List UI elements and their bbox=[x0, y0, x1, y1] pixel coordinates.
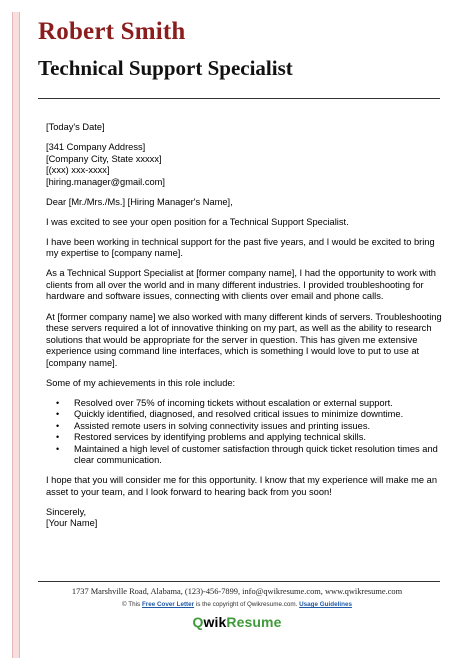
body-paragraph: At [former company name] we also worked with many different kinds of servers. Troubleshooting these servers required a lot of innovative thinking on my part, as well as the ability to research solutions that would be appropriate for the server in question. This has given me extensive experience using command line interfaces, which is something I would love to put to use at [company name]. bbox=[46, 311, 442, 368]
signoff-block bbox=[46, 507, 442, 530]
usage-guidelines-link[interactable]: Usage Guidelines bbox=[299, 601, 352, 608]
decorative-left-border bbox=[12, 12, 20, 658]
signature-name: [Your Name] bbox=[46, 518, 98, 529]
bullet-icon: • bbox=[56, 409, 60, 420]
bullet-icon: • bbox=[56, 397, 60, 408]
signoff: Sincerely, bbox=[46, 506, 87, 517]
logo-resume: Resume bbox=[226, 614, 282, 630]
header-divider bbox=[38, 98, 440, 99]
achievements-list bbox=[46, 398, 442, 467]
job-title: Technical Support Specialist bbox=[38, 56, 293, 80]
bullet-icon: • bbox=[56, 420, 60, 431]
address-line: [hiring.manager@gmail.com] bbox=[46, 176, 165, 187]
body-paragraph: I was excited to see your open position for a Technical Support Specialist. bbox=[46, 216, 349, 227]
list-item bbox=[56, 397, 442, 410]
body-paragraph: I have been working in technical support for the past five years, and I would be excited to bring my expertise to [company name]. bbox=[46, 236, 435, 259]
list-item bbox=[56, 432, 442, 444]
achievement-text: Resolved over 75% of incoming tickets without escalation or external support. bbox=[74, 397, 393, 408]
recipient-address bbox=[46, 142, 442, 188]
applicant-name: Robert Smith bbox=[38, 18, 186, 45]
body-paragraph: As a Technical Support Specialist at [former company name], I had the opportunity to work with clients from all over the world and in many different industries. I provided troubleshooting for hardware and software issues, connecting with clients over email and phone calls. bbox=[46, 268, 436, 302]
free-cover-letter-link[interactable]: Free Cover Letter bbox=[141, 601, 195, 608]
letter-body bbox=[46, 122, 442, 539]
achievement-text: Restored services by identifying problems and applying technical skills. bbox=[74, 432, 366, 443]
bullet-icon: • bbox=[56, 432, 60, 443]
achievement-text: Maintained a high level of customer satisfaction through quick ticket resolution times and clear communication. bbox=[74, 443, 438, 466]
achievements-intro: Some of my achievements in this role include: bbox=[46, 377, 236, 388]
copyright-text: is the copyright of Qwikresume.com. bbox=[195, 601, 298, 608]
list-item bbox=[56, 420, 442, 433]
achievement-text: Assisted remote users in solving connectivity issues and printing issues. bbox=[74, 420, 371, 431]
list-item bbox=[56, 443, 442, 467]
address-line: [341 Company Address] bbox=[46, 142, 146, 153]
salutation: Dear [Mr./Mrs./Ms.] [Hiring Manager's Name], bbox=[46, 196, 233, 207]
qwikresume-logo bbox=[0, 614, 474, 630]
logo-q: Q bbox=[192, 614, 204, 630]
letter-date: [Today's Date] bbox=[46, 122, 105, 132]
address-line: [Company City, State xxxxx] bbox=[46, 153, 162, 164]
closing-paragraph: I hope that you will consider me for this opportunity. I know that my experience will make me an asset to your team, and I look forward to hearing back from you soon! bbox=[46, 475, 437, 497]
list-item bbox=[56, 409, 442, 421]
footer-contact-line: 1737 Marshville Road, Alabama, (123)-456-7899, info@qwikresume.com, www.qwikresume.com bbox=[71, 587, 403, 596]
footer-copyright bbox=[0, 601, 474, 608]
achievement-text: Quickly identified, diagnosed, and resolved critical issues to minimize downtime. bbox=[74, 409, 404, 420]
logo-wik: wik bbox=[203, 614, 227, 630]
address-line: [(xxx) xxx-xxxx] bbox=[46, 165, 110, 176]
bullet-icon: • bbox=[56, 443, 60, 454]
footer-divider bbox=[38, 581, 440, 582]
copyright-prefix: © This bbox=[122, 601, 141, 608]
